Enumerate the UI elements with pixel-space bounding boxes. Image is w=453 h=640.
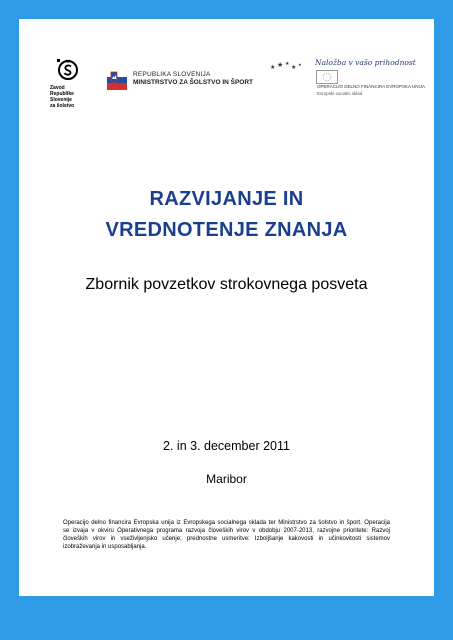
event-date: 2. in 3. december 2011 <box>163 439 290 453</box>
funding-note-line: izobraževanja in usposabljanja. <box>63 544 147 550</box>
svg-text:★: ★ <box>277 61 284 69</box>
funding-note <box>63 519 390 551</box>
ministry-line2: MINISTRSTVO ZA ŠOLSTVO IN ŠPORT <box>133 79 254 86</box>
frame-right <box>434 0 453 640</box>
funding-note-line: se izvaja v okviru Operativnega programa razvoja človeških virov v obdobju 2007-2013, razvojne prioritete: Razvoj <box>63 528 390 534</box>
ministry-line1: REPUBLIKA SLOVENIJA <box>133 71 211 78</box>
eu-fund: Evropski socialni sklad <box>317 91 363 96</box>
eu-flag-icon <box>316 70 338 84</box>
eu-slogan: Naložba v vašo prihodnost <box>315 58 416 67</box>
svg-text:★: ★ <box>270 64 276 71</box>
frame-bottom <box>0 596 453 640</box>
subtitle: Zbornik povzetkov strokovnega posveta <box>85 276 368 293</box>
frame-left <box>0 0 19 640</box>
eu-logo <box>270 58 426 103</box>
funding-note-line: človeških virov in vseživljenjsko učenje; prednostne usmeritve: Izboljšanje kakovosti in učinkovitosti sistemov <box>63 536 390 542</box>
funding-note-line: Operacijo delno financira Evropska unija iz Evropskega socialnega sklada ter Ministrstvo za šolstvo in šport. Operacija <box>63 520 390 526</box>
stars-icon <box>270 59 314 83</box>
frame-top <box>0 0 453 19</box>
zavod-s-icon <box>56 58 80 80</box>
eu-subtitle: OPERACIJO DELNO FINANCIRA EVROPSKA UNIJA <box>317 84 426 89</box>
svg-text:★: ★ <box>285 61 290 67</box>
svg-text:★: ★ <box>291 64 297 71</box>
event-place: Maribor <box>206 472 247 486</box>
slovenia-coat-of-arms-icon <box>107 70 127 90</box>
title-line-2: VREDNOTENJE ZNANJA <box>105 219 348 241</box>
svg-text:★: ★ <box>298 62 302 67</box>
title-line-1: RAZVIJANJE IN <box>149 188 304 210</box>
zavod-text: Zavod Republike Slovenije za šolstvo <box>50 85 75 109</box>
